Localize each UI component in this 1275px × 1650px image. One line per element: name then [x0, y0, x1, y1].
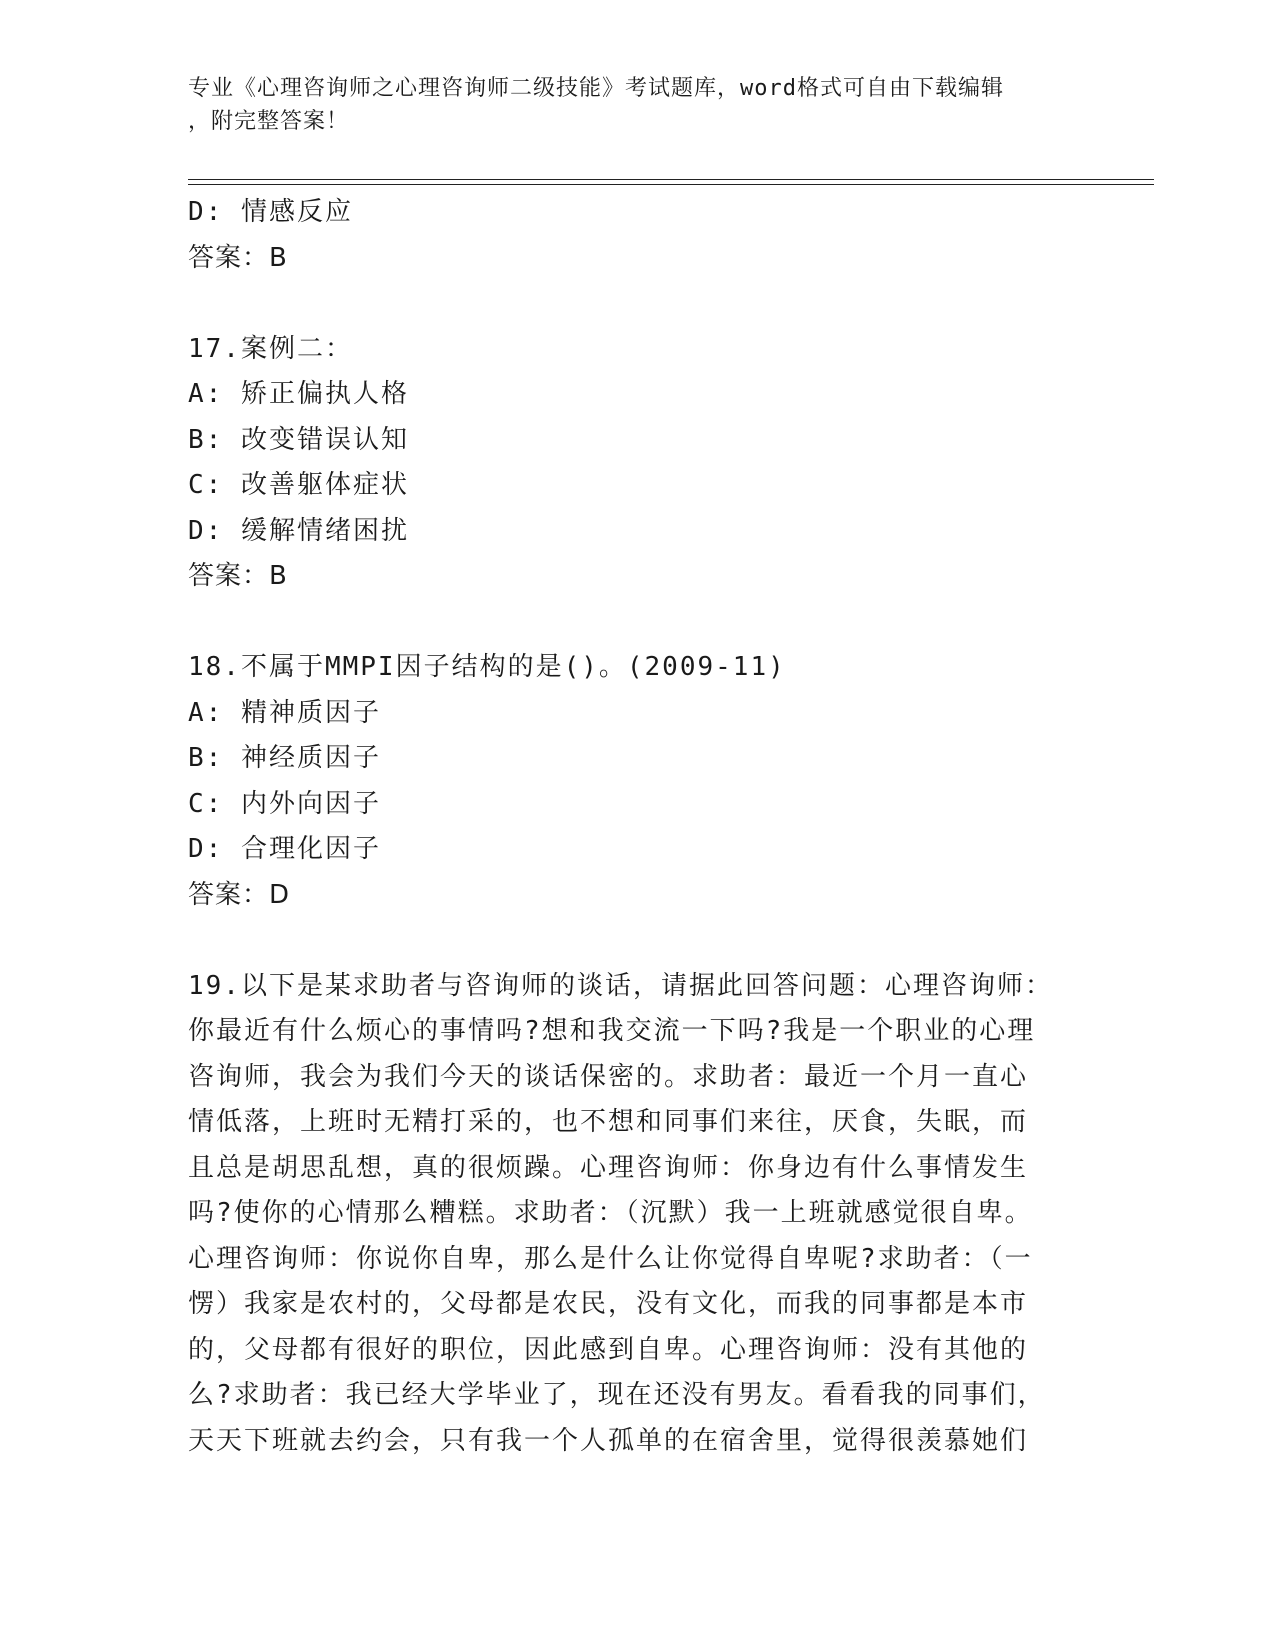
question-text-line: 咨询师，我会为我们今天的谈话保密的。求助者：最近一个月一直心	[188, 1061, 1029, 1092]
header-divider-bottom	[188, 184, 1154, 185]
spacer	[188, 281, 1078, 327]
option-d: D: 合理化因子	[188, 834, 381, 864]
prev-answer: 答案：B	[188, 242, 288, 273]
option-c: C: 内外向因子	[188, 788, 381, 819]
question-text-line: 么?求助者：我已经大学毕业了，现在还没有男友。看看我的同事们，	[188, 1380, 1046, 1410]
document-header	[188, 72, 1068, 138]
question-19	[188, 964, 1078, 1465]
option-d: D: 缓解情绪困扰	[188, 515, 409, 546]
question-text-line: 心理咨询师：你说你自卑，那么是什么让你觉得自卑呢?求助者：（一	[188, 1243, 1033, 1274]
document-body	[188, 190, 1078, 1464]
question-stem: 17.案例二：	[188, 333, 353, 364]
header-line-2: ，附完整答案！	[188, 109, 350, 134]
spacer	[188, 600, 1078, 646]
option-b: B: 改变错误认知	[188, 424, 409, 455]
question-text-line: 愣）我家是农村的，父母都是农民，没有文化，而我的同事都是本市	[188, 1289, 1029, 1319]
question-stem: 18.不属于MMPI因子结构的是()。(2009-11)	[188, 652, 786, 682]
header-divider-top	[188, 179, 1154, 180]
spacer	[188, 918, 1078, 964]
question-18	[188, 645, 1078, 918]
option-a: A: 矫正偏执人格	[188, 379, 409, 409]
header-line-1: 专业《心理咨询师之心理咨询师二级技能》考试题库，word格式可自由下载编辑	[188, 76, 1004, 101]
option-a: A: 精神质因子	[188, 697, 381, 728]
answer: 答案：D	[188, 879, 291, 910]
question-text-line: 吗?使你的心情那么糟糕。求助者：（沉默）我一上班就感觉很自卑。	[188, 1198, 1033, 1228]
question-text-line: 的，父母都有很好的职位，因此感到自卑。心理咨询师：没有其他的	[188, 1334, 1029, 1365]
prev-option-d: D: 情感反应	[188, 197, 353, 227]
question-text-line: 情低落，上班时无精打采的，也不想和同事们来往，厌食，失眠，而	[188, 1107, 1029, 1137]
option-b: B: 神经质因子	[188, 743, 381, 773]
question-text-line: 19.以下是某求助者与咨询师的谈话，请据此回答问题：心理咨询师：	[188, 970, 1053, 1001]
question-text-line: 天天下班就去约会，只有我一个人孤单的在宿舍里，觉得很羡慕她们	[188, 1425, 1029, 1456]
question-text-line: 你最近有什么烦心的事情吗?想和我交流一下吗?我是一个职业的心理	[188, 1016, 1036, 1046]
question-text-line: 且总是胡思乱想，真的很烦躁。心理咨询师：你身边有什么事情发生	[188, 1152, 1029, 1183]
answer: 答案：B	[188, 561, 288, 591]
option-c: C: 改善躯体症状	[188, 470, 409, 500]
question-17	[188, 327, 1078, 600]
